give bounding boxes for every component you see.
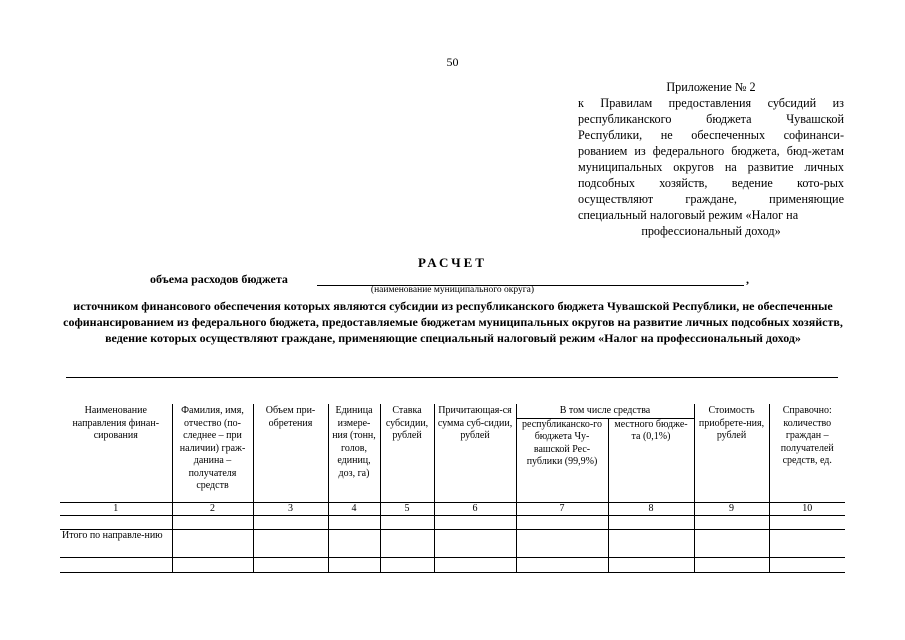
page-number: 50 <box>446 55 459 69</box>
total-label: Итого по направле-нию <box>60 530 172 558</box>
volume-comma: , <box>746 272 749 286</box>
col-number: 7 <box>516 502 608 516</box>
appendix-title: Приложение № 2 <box>666 80 756 94</box>
table-row-total <box>60 530 845 558</box>
col-header-subsidy-sum: Причитающая-ся сумма суб-сидии, рублей <box>434 404 516 502</box>
table-row-empty <box>60 516 845 530</box>
document-heading: РАСЧЕТ <box>418 255 487 270</box>
calculation-table <box>60 404 845 573</box>
col-number: 2 <box>172 502 253 516</box>
col-header-volume: Объем при-обретения <box>253 404 328 502</box>
col-number: 9 <box>694 502 769 516</box>
col-header-group-funds: В том числе средства <box>516 404 694 418</box>
col-header-republic-budget: республиканско-го бюджета Чу-вашской Рес-публики (99,9%) <box>516 418 608 502</box>
separator-line <box>66 377 838 378</box>
col-number: 5 <box>380 502 434 516</box>
appendix-last-line: профессиональный доход» <box>641 224 781 238</box>
volume-label: объема расходов бюджета <box>150 272 288 286</box>
appendix-body: к Правилам предоставления субсидий из республиканского бюджета Чувашской Республики, не обеспеченных софинанси-рованием из федерального бюджета, бюд-жетам муниципальных округов на развитие личных подсобных хозяйств, ведение кото-рых осуществляют граждане, применяющие специальный налоговый режим «Налог на <box>578 96 844 222</box>
calculation-description: источником финансового обеспечения которых являются субсидии из республиканского бюджета Чувашской Республики, не обеспеченные софинансированием из федерального бюджета, предоставляемые бюджетам муниципальных округов на развитие личных подсобных хозяйств, ведение которых осуществляют граждане, применяющие специальный налоговый режим «Налог на профессиональный доход» <box>63 299 843 345</box>
col-header-cost: Стоимость приобрете-ния, рублей <box>694 404 769 502</box>
col-number: 6 <box>434 502 516 516</box>
col-header-recipient-name: Фамилия, имя, отчество (по-следнее – при наличии) граж-данина – получателя средств <box>172 404 253 502</box>
col-header-unit: Единица измере-ния (тонн, голов, единиц, доз, га) <box>328 404 380 502</box>
col-number: 3 <box>253 502 328 516</box>
col-number: 4 <box>328 502 380 516</box>
col-header-local-budget: местного бюдже-та (0,1%) <box>608 418 694 502</box>
col-header-direction: Наименование направления финан-сирования <box>60 404 172 502</box>
municipality-name-note: (наименование муниципального округа) <box>370 285 535 295</box>
col-header-rate: Ставка субсидии, рублей <box>380 404 434 502</box>
col-number: 10 <box>769 502 845 516</box>
appendix-block <box>578 79 844 239</box>
col-header-recipients-count: Справочно: количество граждан – получателей средств, ед. <box>769 404 845 502</box>
table-row-empty <box>60 558 845 573</box>
col-number: 8 <box>608 502 694 516</box>
col-number: 1 <box>60 502 172 516</box>
